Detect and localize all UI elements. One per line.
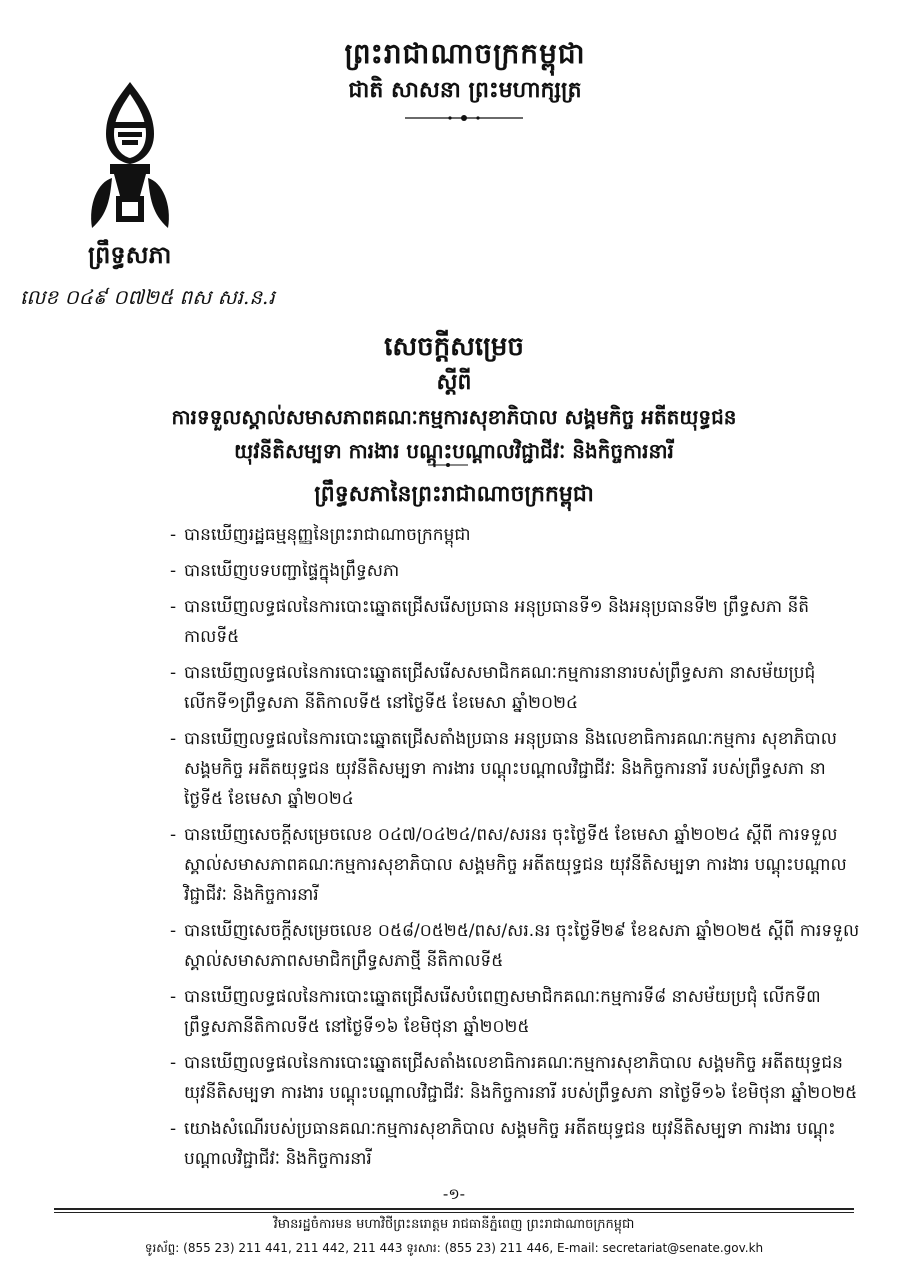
document-title: សេចក្ដីសម្រេច: [384, 332, 524, 362]
footer-divider: [54, 1208, 854, 1210]
page-number: -១-: [442, 1185, 466, 1203]
document-subject: [90, 392, 818, 468]
list-item: - បានឃើញលទ្ធផលនៃការបោះឆ្នោតជ្រើសរើសប្រធាន អនុប្រធានទី១ និងអនុប្រធានទី២ ព្រឹទ្ធសភា នីតិកាលទី៥: [170, 592, 860, 652]
subject-line-1: ការទទួលស្គាល់សមាសភាពគណៈកម្មការសុខាភិបាល សង្គមកិច្ច អតីតយុទ្ធជន: [171, 405, 737, 429]
kingdom-name: ព្រះរាជាណាចក្រកម្ពុជា: [344, 37, 586, 70]
clause-list: [170, 520, 860, 1180]
royal-emblem-icon: [84, 78, 176, 230]
document-subtitle: ស្ដីពី: [436, 369, 472, 395]
footer-divider-thin: [54, 1212, 854, 1213]
list-item: - បានឃើញលទ្ធផលនៃការបោះឆ្នោតជ្រើសរើសសមាជិកគណៈកម្មការនានារបស់ព្រឹទ្ធសភា នាសម័យប្រជុំលើកទី១ព្រឹទ្ធសភា នីតិកាលទី៥ នៅថ្ងៃទី៥ ខែមេសា ឆ្នាំ២០២៤: [170, 658, 860, 718]
list-item: - យោងសំណើរបស់ប្រធានគណៈកម្មការសុខាភិបាល សង្គមកិច្ច អតីតយុទ្ធជន យុវនីតិសម្បទា ការងារ បណ្ដុះបណ្ដាលវិជ្ជាជីវៈ និងកិច្ចការនារី: [170, 1114, 860, 1174]
list-item: - បានឃើញលទ្ធផលនៃការបោះឆ្នោតជ្រើសតាំងប្រធាន អនុប្រធាន និងលេខាធិការគណៈកម្មការ សុខាភិបាល សង្គមកិច្ច អតីតយុទ្ធជន យុវនីតិសម្បទា ការងារ បណ្ដុះបណ្ដាលវិជ្ជាជីវៈ និងកិច្ចការនារី របស់ព្រឹទ្ធសភា នាថ្ងៃទី៥ ខែមេសា ឆ្នាំ២០២៤: [170, 724, 860, 814]
list-item: - បានឃើញសេចក្ដីសម្រេចលេខ ០៥៨/០៥២៥/ពស/សរ.នរ ចុះថ្ងៃទី២៩ ខែឧសភា ឆ្នាំ២០២៥ ស្ដីពី ការទទួលស្គាល់សមាសភាពសមាជិកព្រឹទ្ធសភាថ្មី នីតិកាលទី៥: [170, 916, 860, 976]
divider-ornament-icon: [405, 114, 523, 122]
list-item: - បានឃើញលទ្ធផលនៃការបោះឆ្នោតជ្រើសតាំងលេខាធិការគណៈកម្មការសុខាភិបាល សង្គមកិច្ច អតីតយុទ្ធជន យុវនីតិសម្បទា ការងារ បណ្ដុះបណ្ដាលវិជ្ជាជីវៈ និងកិច្ចការនារី របស់ព្រឹទ្ធសភា នាថ្ងៃទី១៦ ខែមិថុនា ឆ្នាំ២០២៥: [170, 1048, 860, 1108]
national-motto: ជាតិ សាសនា ព្រះមហាក្សត្រ: [348, 77, 582, 103]
issuer-name: ព្រឹទ្ធសភា: [88, 240, 172, 269]
reference-number: លេខ ០៤៩ ០៧២៥ ពស សរ.ន.រ: [20, 285, 275, 309]
list-item: - បានឃើញបទបញ្ជាផ្ទៃក្នុងព្រឹទ្ធសភា: [170, 556, 860, 586]
list-item: - បានឃើញលទ្ធផលនៃការបោះឆ្នោតជ្រើសរើសបំពេញសមាជិកគណៈកម្មការទី៨ នាសម័យប្រជុំ លើកទី៣ ព្រឹទ្ធសភានីតិកាលទី៥ នៅថ្ងៃទី១៦ ខែមិថុនា ឆ្នាំ២០២៥: [170, 982, 860, 1042]
footer-address: វិមានរដ្ឋចំការមន មហាវិថីព្រះនរោត្ដម រាជធានីភ្នំពេញ ព្រះរាជាណាចក្រកម្ពុជា: [273, 1217, 635, 1232]
small-ornament-icon: [428, 462, 468, 468]
footer-contact: ទូរស័ព្ទ: (855 23) 211 441, 211 442, 211 443 ទូរសារ: (855 23) 211 446, E-mail: secretariat@senate.gov.kh: [144, 1241, 764, 1255]
subject-line-2: យុវនីតិសម្បទា ការងារ បណ្ដុះបណ្ដាលវិជ្ជាជីវៈ និងកិច្ចការនារី: [234, 439, 674, 463]
list-item: - បានឃើញសេចក្ដីសម្រេចលេខ ០៤៧/០៤២៤/ពស/សរនរ ចុះថ្ងៃទី៥ ខែមេសា ឆ្នាំ២០២៤ ស្ដីពី ការទទួលស្គាល់សមាសភាពគណៈកម្មការសុខាភិបាល សង្គមកិច្ច អតីតយុទ្ធជន យុវនីតិសម្បទា ការងារ បណ្ដុះបណ្ដាលវិជ្ជាជីវៈ និងកិច្ចការនារី: [170, 820, 860, 910]
section-heading: ព្រឹទ្ធសភានៃព្រះរាជាណាចក្រកម្ពុជា: [314, 481, 594, 507]
list-item: - បានឃើញរដ្ឋធម្មនុញ្ញនៃព្រះរាជាណាចក្រកម្ពុជា: [170, 520, 860, 550]
